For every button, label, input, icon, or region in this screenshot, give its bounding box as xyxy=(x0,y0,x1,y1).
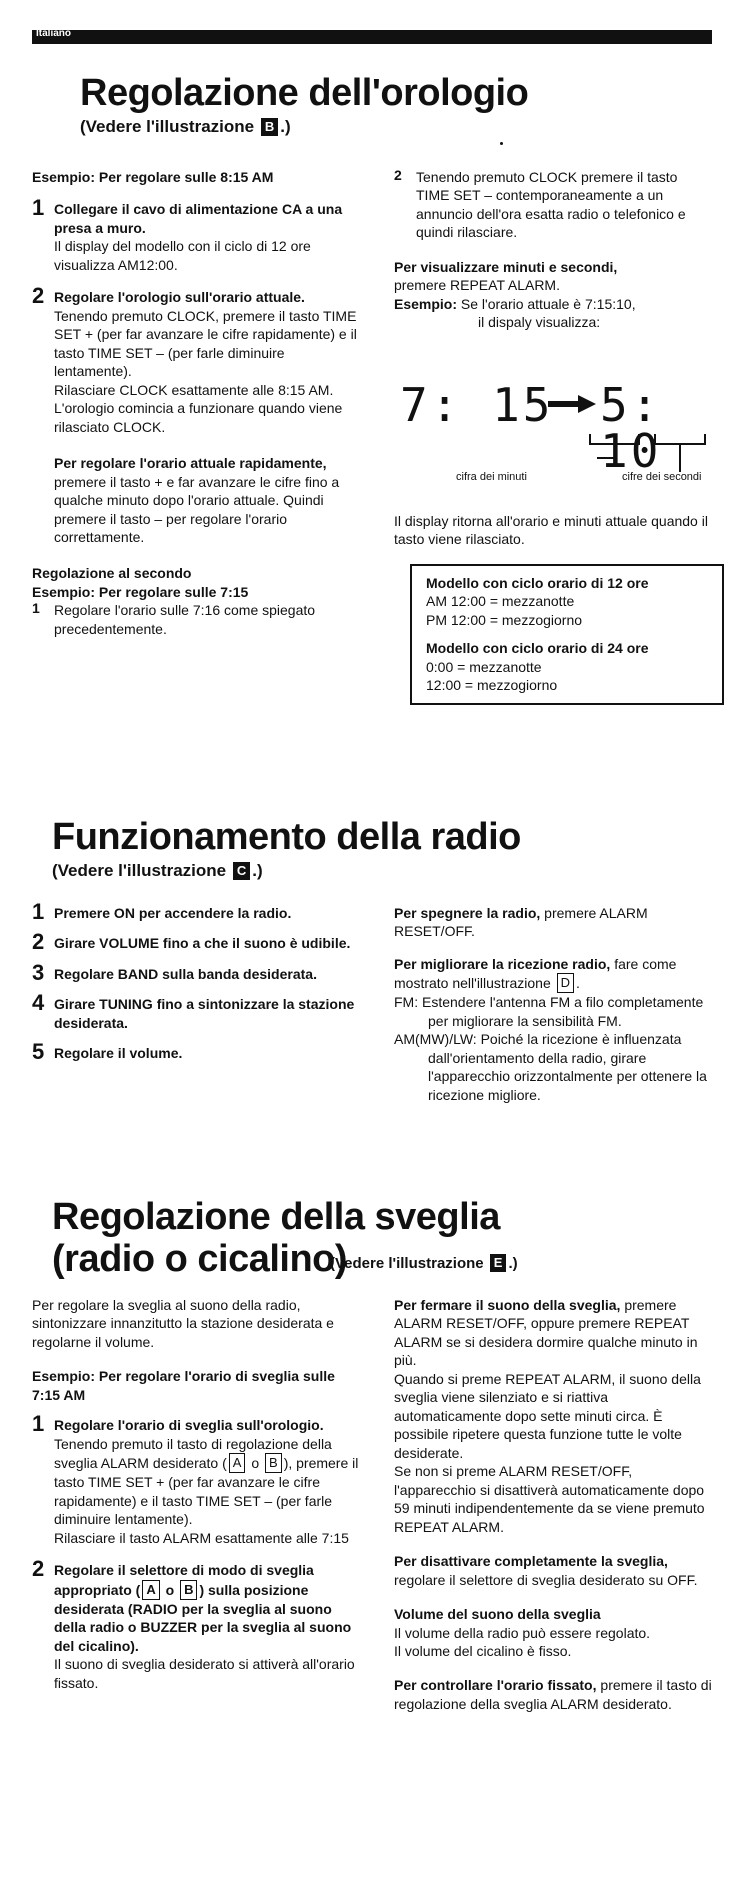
display-time-digits: 7: 15 xyxy=(400,378,554,432)
alarm-step-1-or: o xyxy=(247,1455,264,1472)
clock-second-step-1-number: 1 xyxy=(32,600,40,617)
clock-view-seconds-heading: Per visualizzare minuti e secondi, xyxy=(394,258,618,275)
radio-step-4 xyxy=(32,990,362,1032)
alarm-stop xyxy=(394,1296,718,1370)
clock-subtitle-end: .) xyxy=(280,117,291,136)
box-24h-line-2: 12:00 = mezzogiorno xyxy=(426,677,558,694)
radio-step-5-number: 5 xyxy=(32,1039,45,1065)
clock-step-1-heading: Collegare il cavo di alimentazione CA a una presa a muro. xyxy=(54,201,343,236)
alarm-step-1 xyxy=(32,1411,362,1547)
clock-quick-set xyxy=(54,454,362,546)
alarm-volume-title: Volume del suono della sveglia xyxy=(394,1606,601,1623)
clock-section-subtitle xyxy=(80,116,291,138)
alarm-stop-heading: Per fermare il suono della sveglia, xyxy=(394,1297,621,1313)
alarm-step-2-heading xyxy=(54,1561,362,1655)
header-language-label: Italiano xyxy=(36,28,72,39)
alarm-disable-heading: Per disattivare completamente la sveglia, xyxy=(394,1553,668,1570)
radio-off-text: premere ALARM RESET/OFF. xyxy=(394,905,648,940)
alarm-stop-text: premere ALARM RESET/OFF, oppure premere REPEAT ALARM se si desidera dormire qualche minuto in più. xyxy=(394,1297,698,1369)
clock-view-seconds xyxy=(394,258,714,295)
alarm-step-2-heading-a: Regolare il selettore di modo di sveglia appropriato ( xyxy=(54,1562,314,1598)
illustration-ref-b: B xyxy=(261,118,278,136)
radio-section-title: Funzionamento della radio xyxy=(52,816,521,858)
alarm-section-title-2: (radio o cicalino) xyxy=(52,1238,348,1280)
radio-subtitle-end: .) xyxy=(252,861,263,880)
alarm-section-title: Regolazione della sveglia xyxy=(52,1196,500,1238)
alarm-step-2-ref-a: A xyxy=(142,1580,159,1600)
alarm-check xyxy=(394,1676,718,1713)
illustration-ref-c: C xyxy=(233,862,250,880)
alarm-disable xyxy=(394,1552,718,1589)
display-brackets-icon xyxy=(585,432,725,474)
box-12h-title: Modello con ciclo orario di 12 ore xyxy=(426,575,649,591)
radio-am-text: AM(MW)/LW: Poiché la ricezione è influenzata dall'orientamento della radio, girare l'apparecchio orizzontalmente per ottenere la ricezione migliore. xyxy=(394,1031,707,1103)
clock-step-2-number: 2 xyxy=(32,283,45,309)
radio-improve xyxy=(394,955,714,993)
alarm-step-1-text-a: Tenendo premuto il tasto di regolazione della sveglia ALARM desiderato ( xyxy=(54,1435,332,1472)
radio-section-subtitle xyxy=(52,860,263,882)
clock-second-step-2-number: 2 xyxy=(394,167,402,183)
radio-step-4-text: Girare TUNING fino a sintonizzare la stazione desiderata. xyxy=(54,996,355,1031)
illustration-ref-d: D xyxy=(557,973,574,993)
clock-subtitle-text: (Vedere l'illustrazione xyxy=(80,117,259,136)
radio-improve-text: fare come mostrato nell'illustrazione xyxy=(394,955,677,992)
clock-step-2-text: Tenendo premuto CLOCK, premere il tasto TIME SET + (per far avanzare le cifre rapidamente) e il tasto TIME SET – (per farle diminuire lentamente). xyxy=(54,307,357,380)
radio-step-5 xyxy=(32,1039,362,1065)
clock-example: Esempio: Per regolare sulle 8:15 AM xyxy=(32,169,274,185)
radio-step-2-text: Girare VOLUME fino a che il suono è udibile. xyxy=(54,935,351,952)
alarm-example: Esempio: Per regolare l'orario di sveglia sulle 7:15 AM xyxy=(32,1368,335,1403)
radio-fm-text: FM: Estendere l'antenna FM a filo completamente per migliorare la sensibilità FM. xyxy=(394,994,704,1029)
clock-view-example-text: Se l'orario attuale è 7:15:10, xyxy=(460,295,636,312)
clock-second-example-text: Esempio: Per regolare sulle 7:15 xyxy=(32,583,249,600)
decorative-dot xyxy=(500,142,503,145)
alarm-step-2-text: Il suono di sveglia desiderato si attiverà all'orario fissato. xyxy=(54,1656,355,1691)
clock-second-step-2 xyxy=(394,168,714,242)
alarm-disable-text: regolare il selettore di sveglia desiderato su OFF. xyxy=(394,1571,698,1588)
display-seconds-digits: 5: 10 xyxy=(600,378,662,478)
box-24h-line-1: 0:00 = mezzanotte xyxy=(426,658,542,675)
radio-off-heading: Per spegnere la radio, xyxy=(394,905,541,921)
radio-off xyxy=(394,904,714,941)
alarm-left-column xyxy=(32,1296,362,1700)
box-12h-line-1: AM 12:00 = mezzanotte xyxy=(426,593,575,610)
radio-step-3-text: Regolare BAND sulla banda desiderata. xyxy=(54,965,317,982)
alarm-step-2-number: 2 xyxy=(32,1556,45,1582)
clock-section-title: Regolazione dell'orologio xyxy=(80,72,529,114)
alarm-step-2-or: o xyxy=(161,1581,179,1598)
clock-right-column xyxy=(394,168,714,332)
alarm-step-1-number: 1 xyxy=(32,1411,45,1437)
alarm-check-heading: Per controllare l'orario fissato, xyxy=(394,1677,597,1694)
illustration-ref-e: E xyxy=(490,1254,507,1272)
clock-return-note xyxy=(394,512,714,555)
radio-step-3 xyxy=(32,959,362,985)
alarm-step-1-text-2: Rilasciare il tasto ALARM esattamente alle 7:15 xyxy=(54,1529,349,1546)
radio-step-2-number: 2 xyxy=(32,929,45,955)
clock-quick-set-text: premere il tasto + e far avanzare le cifre fino a qualche minuto dopo l'orario attuale. Quindi premere il tasto – per regolare l'orario correttamente. xyxy=(54,473,340,545)
clock-second-step-1 xyxy=(32,601,362,638)
radio-improve-heading: Per migliorare la ricezione radio, xyxy=(394,955,611,972)
clock-return-text: Il display ritorna all'orario e minuti attuale quando il tasto viene rilasciato. xyxy=(394,513,708,548)
alarm-ref-a: A xyxy=(229,1453,246,1473)
box-12h-line-2: PM 12:00 = mezzogiorno xyxy=(426,611,583,628)
clock-step-2-text-2: Rilasciare CLOCK esattamente alle 8:15 AM. L'orologio comincia a funzionare quando viene rilasciato CLOCK. xyxy=(54,381,343,435)
radio-step-1-number: 1 xyxy=(32,899,45,924)
alarm-step-2 xyxy=(32,1556,362,1692)
clock-second-step-2-text: Tenendo premuto CLOCK premere il tasto TIME SET – contemporaneamente a un annuncio dell'ora esatta radio o telefonico e quindi rilasciare. xyxy=(416,169,686,241)
clock-cycle-box xyxy=(410,564,724,705)
alarm-step-1-text-b: ), premere il tasto TIME SET + (per far avanzare le cifre rapidamente) e il tasto TIME SET – (per farle diminuire lentamente). xyxy=(54,1455,359,1528)
alarm-subtitle-end: .) xyxy=(508,1255,518,1272)
clock-step-1 xyxy=(32,195,362,274)
clock-step-2-heading: Regolare l'orologio sull'orario attuale. xyxy=(54,289,305,306)
radio-improve-end: . xyxy=(576,975,580,992)
clock-view-example-label: Esempio: xyxy=(394,295,458,312)
alarm-section-subtitle xyxy=(330,1254,518,1274)
alarm-subtitle-text: (Vedere l'illustrazione xyxy=(330,1255,488,1272)
clock-step-1-number: 1 xyxy=(32,195,45,221)
clock-step-2 xyxy=(32,283,362,546)
alarm-step-2-heading-b: ) sulla posizione desiderata (RADIO per la sveglia al suono della radio o BUZZER per la sveglia al suono del cicalino). xyxy=(54,1581,352,1654)
clock-view-example xyxy=(394,295,714,332)
clock-second-example xyxy=(32,583,362,601)
clock-view-example-text-2: il dispaly visualizza: xyxy=(478,314,601,331)
clock-left-column xyxy=(32,168,362,646)
header-bar xyxy=(32,30,712,44)
label-minutes: cifra dei minuti xyxy=(456,471,527,483)
clock-second-step-1-text: Regolare l'orario sulle 7:16 come spiegato precedentemente. xyxy=(54,602,316,637)
radio-step-5-text: Regolare il volume. xyxy=(54,1045,183,1062)
clock-quick-set-heading: Per regolare l'orario attuale rapidamente, xyxy=(54,455,327,472)
radio-step-1 xyxy=(32,899,362,924)
alarm-step-2-ref-b: B xyxy=(180,1580,197,1600)
alarm-stop-text-3: Se non si preme ALARM RESET/OFF, l'apparecchio si disattiverà automaticamente dopo 59 minuti indipendentemente da se viene premuto REPEAT ALARM. xyxy=(394,1463,705,1535)
radio-subtitle-text: (Vedere l'illustrazione xyxy=(52,861,231,880)
alarm-ref-b: B xyxy=(265,1453,282,1473)
radio-step-4-number: 4 xyxy=(32,990,45,1016)
radio-steps-column xyxy=(32,899,362,1071)
alarm-intro: Per regolare la sveglia al suono della radio, sintonizzare innanzitutto la stazione desiderata e regolarne il volume. xyxy=(32,1297,334,1350)
clock-step-1-text: Il display del modello con il ciclo di 12 ore visualizza AM12:00. xyxy=(54,238,311,273)
arrow-right-icon xyxy=(548,392,598,416)
label-seconds: cifre dei secondi xyxy=(622,471,702,483)
alarm-stop-text-2: Quando si preme REPEAT ALARM, il suono della sveglia viene silenziato e si riattiva automaticamente dopo sette minuti circa. È possibile ripetere questa funzione tutte le volte desiderate. xyxy=(394,1370,701,1461)
alarm-step-1-heading: Regolare l'orario di sveglia sull'orologio. xyxy=(54,1417,324,1434)
clock-second-title: Regolazione al secondo xyxy=(32,565,192,582)
box-24h-title: Modello con ciclo orario di 24 ore xyxy=(426,640,649,657)
alarm-step-1-text xyxy=(54,1435,362,1529)
radio-right-column xyxy=(394,904,714,1110)
alarm-volume-text-1: Il volume della radio può essere regolato. xyxy=(394,1624,651,1641)
radio-step-3-number: 3 xyxy=(32,959,45,985)
alarm-volume-text-2: Il volume del cicalino è fisso. xyxy=(394,1642,572,1659)
alarm-check-text: premere il tasto di regolazione della sveglia ALARM desiderato. xyxy=(394,1677,712,1712)
alarm-right-column xyxy=(394,1296,718,1719)
radio-step-2 xyxy=(32,929,362,955)
radio-step-1-text: Premere ON per accendere la radio. xyxy=(54,905,292,921)
clock-view-seconds-text: premere REPEAT ALARM. xyxy=(394,277,560,294)
